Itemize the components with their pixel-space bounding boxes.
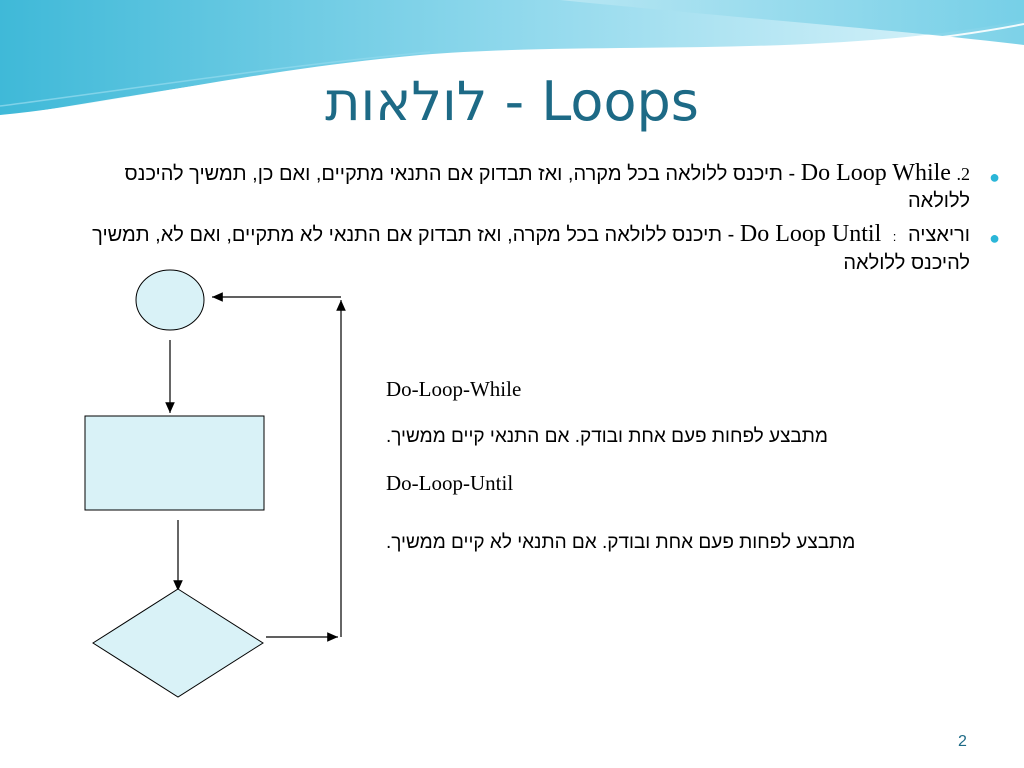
code-keyword: Do Loop While — [800, 160, 951, 186]
flowchart-decision-diamond — [93, 589, 263, 697]
do-loop-while-title: Do-Loop-While — [386, 377, 522, 401]
flowchart-process-box — [85, 416, 264, 510]
bullet-dot-icon: ● — [989, 228, 1000, 248]
bullet-text: - תיכנס ללולאה בכל מקרה, ואז תבדוק אם התנאי מתקיים, ואם כן, תמשיך להיכנס ללולאה — [124, 163, 970, 212]
bullet-text: - תיכנס ללולאה בכל מקרה, ואז תבדוק אם התנאי לא מתקיים, ואם לא, תמשיך להיכנס ללולאה — [92, 224, 970, 274]
slide-title: לולאות - Loops — [325, 70, 699, 133]
bullet-prefix: וריאציה — [907, 224, 970, 246]
flowchart-start-circle — [136, 270, 204, 330]
code-keyword: Do Loop Until — [739, 221, 882, 247]
flowchart-diagram — [0, 260, 400, 720]
do-loop-until-title: Do-Loop-Until — [386, 471, 514, 495]
bullet-number: 2. — [956, 164, 970, 184]
do-loop-while-description: מתבצע לפחות פעם אחת ובודק. אם התנאי קיים ממשיך. — [386, 426, 828, 447]
bullet-item-do-loop-while — [84, 160, 1000, 215]
page-number: 2 — [958, 733, 967, 750]
bullet-separator: : — [892, 229, 897, 244]
do-loop-until-description: מתבצע לפחות פעם אחת ובודק. אם התנאי לא קיים ממשיך. — [386, 532, 856, 553]
bullet-dot-icon: ● — [989, 167, 1000, 187]
